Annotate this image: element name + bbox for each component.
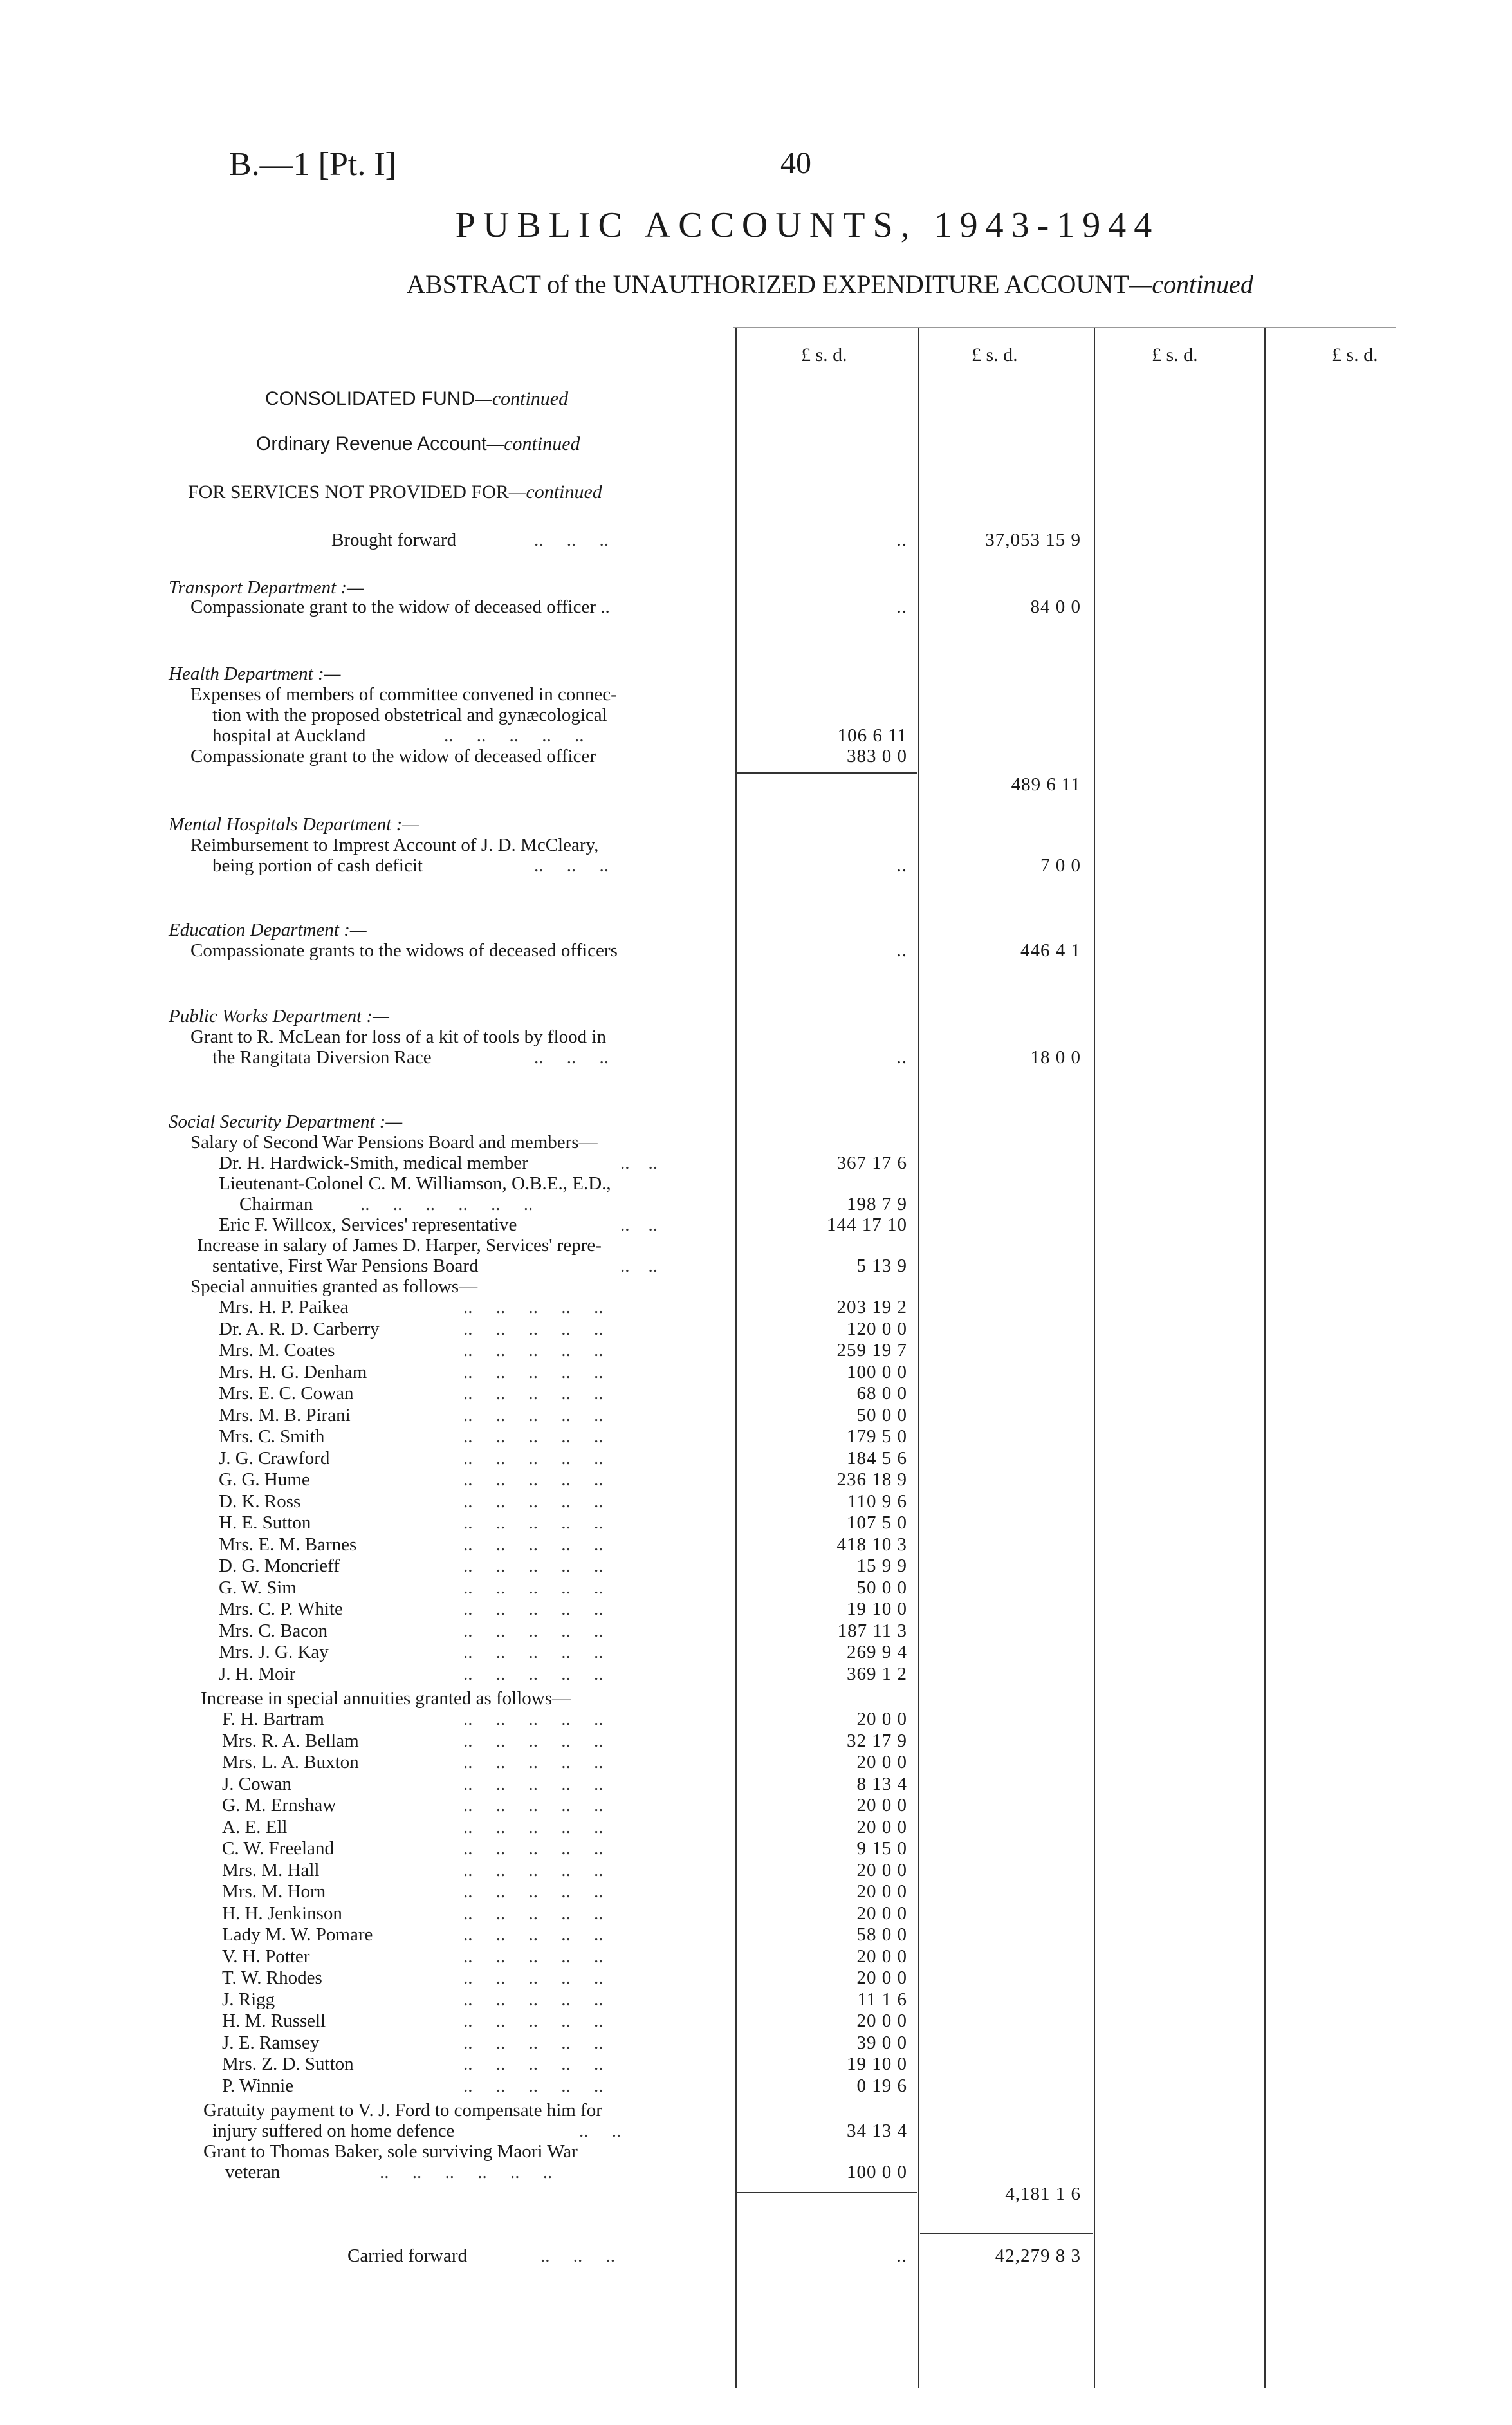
salary-name: Dr. H. Hardwick-Smith, medical member [219,1153,528,1173]
leader-dots: .. .. .. [534,530,609,550]
grant-line1-row [0,2141,733,2162]
leader-dots: .. .. .. .. .. [463,1967,604,1988]
list-item-amount: 120 0 0 [847,1318,907,1339]
list-item-name: T. W. Rhodes [222,1967,322,1988]
list-item-amount: 20 0 0 [856,1967,907,1988]
leader-dots: .. .. .. .. .. [463,1946,604,1967]
fund-heading [265,388,568,410]
leader-dots: .. .. .. .. .. [463,2011,604,2031]
leader-dots: .. .. .. .. .. [463,1383,604,1404]
leader-dots: .. .. .. .. .. [463,1773,604,1794]
list-item-name: A. E. Ell [222,1816,288,1837]
salary-row [0,1173,1512,1194]
health-line2: tion with the proposed obstetrical and gynæcological [212,705,607,725]
carried-forward-row [0,2245,1512,2267]
transport-dept-row [0,577,733,599]
leader-dots: .. .. .. .. .. [463,1730,604,1751]
gratuity-amount: 34 13 4 [847,2121,907,2141]
list-item-name: G. W. Sim [219,1577,297,1598]
leader-dots: .. .. .. .. .. [463,2032,604,2053]
leader-dots: .. .. .. .. .. [463,1361,604,1382]
subtitle-continued: —continued [1129,270,1253,299]
salary-amount: 144 17 10 [827,1214,907,1235]
list-item [0,2053,1512,2075]
list-item-amount: 236 18 9 [836,1469,907,1490]
leader-dots: .. .. .. .. .. [463,1534,604,1555]
leader-dots: .. .. .. .. .. [463,1881,604,1902]
list-item-amount: 369 1 2 [847,1663,907,1684]
brought-forward-col1: .. [896,530,907,550]
transport-description: Compassionate grant to the widow of deceased officer .. [190,597,610,617]
leader-dots: .. .. .. [534,855,609,876]
list-item-name: Mrs. J. G. Kay [219,1642,329,1662]
account-heading-text: Ordinary Revenue Account [256,433,487,454]
list-item [0,1967,1512,1989]
list-item [0,1447,1512,1469]
health-total-row [0,765,1512,795]
list-item-name: Mrs. E. C. Cowan [219,1383,354,1404]
leader-dots: .. .. .. .. .. [463,1752,604,1772]
list-item-name: D. G. Moncrieff [219,1556,340,1576]
list-item [0,1534,1512,1556]
leader-dots: .. .. .. .. .. [463,1297,604,1317]
list-item-amount: 20 0 0 [856,1795,907,1816]
social-salary-head-row [0,1131,733,1153]
list-item-amount: 110 9 6 [847,1491,907,1512]
works-line2-row [0,1046,1512,1068]
list-item-amount: 58 0 0 [856,1924,907,1945]
increase-line2-row [0,1255,1512,1277]
health-dept-heading: Health Department :— [169,664,341,684]
leader-dots: .. .. [579,2121,622,2141]
list-item [0,1751,1512,1773]
works-dept-row [0,1005,733,1027]
health-amount-1: 106 6 11 [837,725,907,746]
column-header-2: £ s. d. [972,344,1018,366]
leader-dots: .. .. .. .. .. .. [360,1194,533,1214]
column-header-3: £ s. d. [1152,344,1198,366]
brought-forward-label: Brought forward [331,530,457,550]
list-item [0,1426,1512,1447]
salary-row [0,1214,1512,1236]
list-item-name: Mrs. M. Hall [222,1859,320,1881]
list-item-amount: 259 19 7 [836,1340,907,1361]
list-item-name: Mrs. M. Coates [219,1340,335,1361]
leader-dots: .. .. .. .. .. [463,1816,604,1837]
leader-dots: .. .. [620,1153,658,1173]
grant-amount: 100 0 0 [847,2162,907,2182]
leader-dots: .. .. .. .. .. [463,1989,604,2010]
social-dept-heading: Social Security Department :— [169,1111,403,1132]
mental-amount: 7 0 0 [1040,855,1081,876]
carried-forward-amount: 42,279 8 3 [995,2245,1081,2266]
list-item-name: Mrs. E. M. Barnes [219,1534,357,1555]
leader-dots: .. .. .. .. .. [463,1340,604,1361]
leader-dots: .. .. .. .. .. [463,1642,604,1662]
list-item-name: Mrs. C. Smith [219,1426,325,1447]
column-header-1: £ s. d. [801,344,847,366]
leader-dots: .. .. .. .. .. [463,1859,604,1881]
salary-name: Chairman [239,1194,313,1214]
mental-line2: being portion of cash deficit [212,855,423,876]
list-item-name: Dr. A. R. D. Carberry [219,1318,380,1339]
list-item [0,1620,1512,1642]
list-item [0,1555,1512,1577]
salary-amount: 198 7 9 [847,1194,907,1214]
works-line2: the Rangitata Diversion Race [212,1047,432,1068]
list-item-amount: 20 0 0 [856,1946,907,1967]
list-item-name: V. H. Potter [222,1946,310,1967]
annuities-heading: Special annuities granted as follows— [190,1276,478,1297]
list-item-amount: 20 0 0 [856,1752,907,1772]
list-item-amount: 32 17 9 [847,1730,907,1751]
social-dept-row [0,1111,733,1133]
list-item-name: Lady M. W. Pomare [222,1924,373,1945]
list-item [0,1881,1512,1902]
list-item-amount: 107 5 0 [847,1512,907,1533]
list-item-name: H. M. Russell [222,2011,326,2031]
list-item-amount: 179 5 0 [847,1426,907,1447]
list-item-amount: 20 0 0 [856,1902,907,1924]
list-item-amount: 8 13 4 [856,1773,907,1794]
list-item-amount: 20 0 0 [856,1859,907,1881]
health-line3-row [0,725,1512,747]
list-item [0,1339,1512,1361]
list-item-name: Mrs. Z. D. Sutton [222,2054,354,2074]
increase-line2: sentative, First War Pensions Board [212,1256,479,1276]
page-number: 40 [780,146,811,180]
education-dept-heading: Education Department :— [169,920,367,940]
salary-name: Lieutenant-Colonel C. M. Williamson, O.B.E., E.D., [219,1173,611,1194]
salary-row [0,1152,1512,1174]
list-item [0,1859,1512,1881]
list-item-name: Mrs. C. P. White [219,1599,343,1619]
list-item-name: Mrs. L. A. Buxton [222,1752,359,1772]
list-item-amount: 269 9 4 [847,1642,907,1662]
list-item-name: P. Winnie [222,2075,294,2096]
list-item [0,1318,1512,1340]
health-dept-row [0,663,733,685]
list-item-name: G. M. Ernshaw [222,1795,337,1816]
increase-line1-row [0,1234,733,1256]
leader-dots: .. .. .. .. .. [463,1902,604,1924]
page-subtitle [0,269,1512,299]
services-heading [188,481,602,503]
brought-forward-row [0,529,1512,551]
column-header-4: £ s. d. [1332,344,1378,366]
list-item-name: G. G. Hume [219,1469,310,1490]
list-item [0,1946,1512,1967]
mental-line2-row [0,855,1512,877]
list-item-name: Mrs. M. B. Pirani [219,1404,351,1426]
leader-dots: .. .. .. .. .. .. [380,2162,553,2182]
list-item [0,1382,1512,1404]
list-item-amount: 19 10 0 [847,2054,907,2074]
list-item [0,1708,1512,1730]
list-item [0,1641,1512,1663]
health-line4: Compassionate grant to the widow of deceased officer [190,746,596,767]
list-item [0,1361,1512,1383]
transport-dept-heading: Transport Department :— [169,577,364,598]
health-line4-row [0,745,1512,767]
social-salary-heading: Salary of Second War Pensions Board and members— [190,1132,598,1153]
list-item-name: J. E. Ramsey [222,2032,320,2053]
document-reference: B.—1 [Pt. I] [229,146,396,183]
education-dept-row [0,919,733,941]
list-item-amount: 187 11 3 [837,1620,907,1641]
leader-dots: .. .. .. .. .. [463,1447,604,1469]
list-item-amount: 19 10 0 [847,1599,907,1619]
list-item [0,1989,1512,2011]
list-item-name: Mrs. M. Horn [222,1881,326,1902]
works-line1-row [0,1026,733,1048]
leader-dots: .. .. .. .. .. [463,1838,604,1859]
list-item [0,1924,1512,1946]
list-item-name: H. E. Sutton [219,1512,311,1533]
gratuity-line1: Gratuity payment to V. J. Ford to compensate him for [203,2100,602,2121]
health-line2-row [0,704,733,726]
account-heading-cont: —continued [486,433,580,454]
mental-line1-row [0,834,733,856]
leader-dots: .. .. .. .. .. [463,1709,604,1729]
increase-amount: 5 13 9 [856,1256,907,1276]
education-line-row [0,940,1512,962]
leader-dots: .. .. .. .. .. [463,2054,604,2074]
list-item [0,1469,1512,1491]
list-item-amount: 68 0 0 [856,1383,907,1404]
list-item-amount: 20 0 0 [856,1709,907,1729]
list-item-amount: 50 0 0 [856,1577,907,1598]
list-item-name: J. G. Crawford [219,1447,330,1469]
leader-dots: .. .. .. [534,1047,609,1068]
leader-dots: .. .. .. .. .. [463,1491,604,1512]
inc-annuities-head-row [0,1687,733,1709]
leader-dots: .. .. .. .. .. [463,1556,604,1576]
table-top-rule [733,327,1396,328]
mental-dept-row [0,813,733,835]
salary-row [0,1193,1512,1215]
list-item [0,1512,1512,1534]
health-line3: hospital at Auckland [212,725,366,746]
list-item [0,1794,1512,1816]
list-item-name: D. K. Ross [219,1491,301,1512]
health-total: 489 6 11 [1011,774,1081,795]
list-item [0,1296,1512,1318]
grant-line2: veteran [225,2162,281,2182]
works-dept-heading: Public Works Department :— [169,1006,389,1027]
leader-dots: .. .. .. .. .. [463,1924,604,1945]
list-item-name: Mrs. C. Bacon [219,1620,328,1641]
fund-heading-cont: —continued [475,388,569,409]
list-item [0,1816,1512,1838]
social-total: 4,181 1 6 [1005,2184,1081,2204]
list-item-amount: 20 0 0 [856,2011,907,2031]
works-col1: .. [896,1047,907,1068]
transport-amount: 84 0 0 [1030,597,1081,617]
list-item-amount: 203 19 2 [836,1297,907,1317]
gratuity-line2: injury suffered on home defence [212,2121,455,2141]
list-item [0,1577,1512,1599]
leader-dots: .. .. .. .. .. [463,1512,604,1533]
increase-line1: Increase in salary of James D. Harper, Services' repre- [197,1235,602,1256]
annuities-head-row [0,1276,733,1297]
leader-dots: .. .. .. [540,2245,615,2266]
list-item-amount: 39 0 0 [856,2032,907,2053]
list-item-amount: 20 0 0 [856,1881,907,1902]
leader-dots: .. .. .. .. .. [463,1426,604,1447]
list-item [0,1663,1512,1685]
list-item-amount: 15 9 9 [856,1556,907,1576]
list-item [0,1404,1512,1426]
list-item [0,1773,1512,1795]
works-line1: Grant to R. McLean for loss of a kit of tools by flood in [190,1027,606,1047]
page-title: PUBLIC ACCOUNTS, 1943-1944 [455,205,1160,245]
list-item-name: Mrs. R. A. Bellam [222,1730,359,1751]
education-col1: .. [896,940,907,961]
leader-dots: .. .. .. .. .. [463,1599,604,1619]
list-item [0,2075,1512,2097]
list-item-name: C. W. Freeland [222,1838,334,1859]
leader-dots: .. .. .. .. .. [463,1577,604,1598]
leader-dots: .. .. [620,1214,658,1235]
mental-dept-heading: Mental Hospitals Department :— [169,814,419,835]
leader-dots: .. .. .. .. .. [463,1663,604,1684]
list-item-name: J. Cowan [222,1773,291,1794]
social-total-row [0,2183,1512,2205]
salary-amount: 367 17 6 [836,1153,907,1173]
grant-line1: Grant to Thomas Baker, sole surviving Maori War [203,2141,578,2162]
list-item-amount: 11 1 6 [857,1989,907,2010]
carried-forward-col1: .. [896,2245,907,2266]
leader-dots: .. .. .. .. .. [463,1318,604,1339]
carried-forward-label: Carried forward [347,2245,467,2266]
leader-dots: .. .. .. .. .. [463,2075,604,2096]
list-item-amount: 418 10 3 [836,1534,907,1555]
health-amount-2: 383 0 0 [847,746,907,767]
services-heading-text: FOR SERVICES NOT PROVIDED FOR [188,481,509,503]
subtitle-main: ABSTRACT of the UNAUTHORIZED EXPENDITURE ACCOUNT [407,270,1129,299]
list-item-name: H. H. Jenkinson [222,1902,342,1924]
list-item-name: J. H. Moir [219,1663,296,1684]
brought-forward-amount: 37,053 15 9 [985,530,1081,550]
list-item-name: J. Rigg [222,1989,275,2010]
leader-dots: .. .. [620,1256,658,1276]
fund-heading-text: CONSOLIDATED FUND [265,388,475,409]
health-line1: Expenses of members of committee convened in connec- [190,684,617,705]
list-item [0,1491,1512,1512]
list-item [0,2010,1512,2032]
leader-dots: .. .. .. .. .. [463,1620,604,1641]
leader-dots: .. .. .. .. .. [463,1795,604,1816]
list-item-amount: 0 19 6 [856,2075,907,2096]
account-heading [256,433,580,455]
list-item-amount: 50 0 0 [856,1404,907,1426]
list-item [0,1730,1512,1752]
list-item-name: F. H. Bartram [222,1709,324,1729]
education-amount: 446 4 1 [1020,940,1081,961]
list-item [0,1902,1512,1924]
list-item [0,2032,1512,2054]
list-item-name: Mrs. H. G. Denham [219,1361,367,1382]
list-item-name: Mrs. H. P. Paikea [219,1297,349,1317]
inc-annuities-heading: Increase in special annuities granted as follows— [201,1688,571,1709]
list-item-amount: 9 15 0 [856,1838,907,1859]
gratuity-line1-row [0,2099,733,2121]
works-amount: 18 0 0 [1030,1047,1081,1068]
mental-line1: Reimbursement to Imprest Account of J. D. McCleary, [190,835,599,855]
transport-col1: .. [896,597,907,617]
leader-dots: .. .. .. .. .. [444,725,584,746]
transport-line-row [0,596,1512,618]
list-item-amount: 100 0 0 [847,1361,907,1382]
list-item [0,1598,1512,1620]
carried-forward-rule [920,2233,1093,2234]
list-item [0,1837,1512,1859]
list-item-amount: 184 5 6 [847,1447,907,1469]
health-line1-row [0,683,733,705]
grant-line2-row [0,2161,1512,2183]
leader-dots: .. .. .. .. .. [463,1404,604,1426]
gratuity-line2-row [0,2120,1512,2142]
services-heading-cont: —continued [508,481,602,503]
list-item-amount: 20 0 0 [856,1816,907,1837]
leader-dots: .. .. .. .. .. [463,1469,604,1490]
mental-col1: .. [896,855,907,876]
salary-name: Eric F. Willcox, Services' representative [219,1214,517,1235]
education-description: Compassionate grants to the widows of deceased officers [190,940,618,961]
